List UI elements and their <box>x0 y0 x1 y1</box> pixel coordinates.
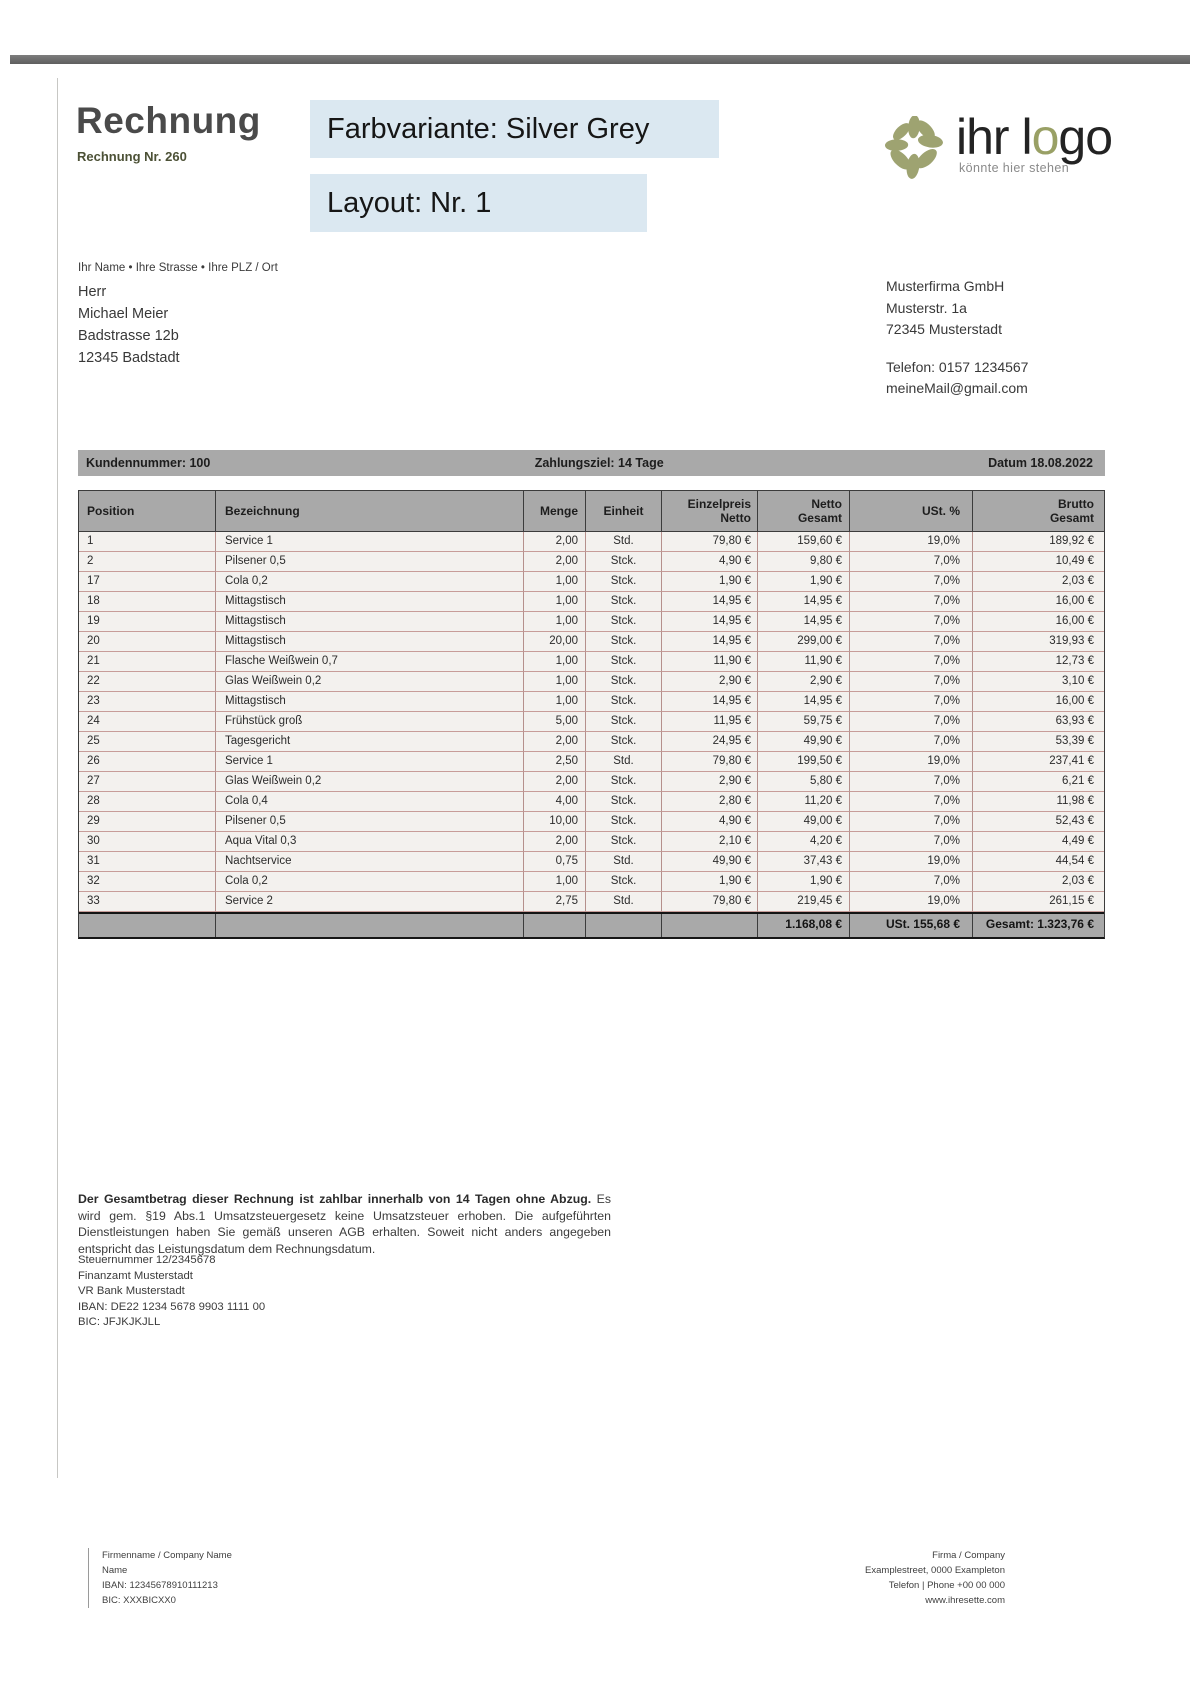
top-divider-bar <box>10 55 1190 64</box>
table-cell: 7,0% <box>850 652 973 672</box>
column-header: Position <box>79 491 216 531</box>
table-cell: 20,00 <box>524 632 586 652</box>
customer-number: Kundennummer: 100 <box>86 456 211 470</box>
table-row <box>79 612 1104 632</box>
table-cell: 27 <box>79 772 216 792</box>
company-line: Musterstr. 1a <box>886 299 967 316</box>
table-cell: 1,90 € <box>758 572 850 592</box>
table-cell: 7,0% <box>850 712 973 732</box>
company-logo <box>884 110 1112 180</box>
table-cell: Flasche Weißwein 0,7 <box>216 652 524 672</box>
footer-company-right <box>865 1548 1005 1608</box>
table-cell: 32 <box>79 872 216 892</box>
table-cell: Glas Weißwein 0,2 <box>216 772 524 792</box>
table-cell: 2,03 € <box>973 572 1104 592</box>
company-phone: Telefon: 0157 1234567 <box>886 358 1029 375</box>
tax-info-line: BIC: JFJKJKJLL <box>78 1316 161 1328</box>
company-address <box>886 276 1028 400</box>
table-header-row <box>79 491 1104 532</box>
logo-accent-letter: o <box>1031 109 1059 165</box>
table-cell: 7,0% <box>850 632 973 652</box>
table-cell: Stck. <box>586 832 662 852</box>
table-cell: 44,54 € <box>973 852 1104 872</box>
sender-reference-line: Ihr Name • Ihre Strasse • Ihre PLZ / Ort <box>78 262 278 274</box>
table-cell: 2,50 <box>524 752 586 772</box>
table-cell: 11,20 € <box>758 792 850 812</box>
table-cell: Stck. <box>586 572 662 592</box>
table-cell: 7,0% <box>850 552 973 572</box>
layout-label: Layout: Nr. 1 <box>327 186 492 219</box>
table-cell: 1,00 <box>524 872 586 892</box>
table-cell: 7,0% <box>850 832 973 852</box>
table-cell: Pilsener 0,5 <box>216 812 524 832</box>
table-cell: 2,03 € <box>973 872 1104 892</box>
table-cell: 2,00 <box>524 732 586 752</box>
logo-text-block <box>956 110 1112 175</box>
table-cell: 7,0% <box>850 592 973 612</box>
payment-notes-bold: Der Gesamtbetrag dieser Rechnung ist zahlbar innerhalb von 14 Tagen ohne Abzug. <box>78 1192 592 1206</box>
netto-total: 1.168,08 € <box>758 914 850 937</box>
empty-cell <box>662 914 758 937</box>
recipient-line: Michael Meier <box>78 306 169 322</box>
table-cell: 16,00 € <box>973 612 1104 632</box>
tax-bank-info <box>78 1253 265 1331</box>
table-cell: 24,95 € <box>662 732 758 752</box>
table-cell: 4,90 € <box>662 552 758 572</box>
table-cell: Service 1 <box>216 532 524 552</box>
table-cell: Std. <box>586 752 662 772</box>
table-cell: 11,98 € <box>973 792 1104 812</box>
table-cell: 7,0% <box>850 792 973 812</box>
table-cell: Glas Weißwein 0,2 <box>216 672 524 692</box>
table-cell: 5,00 <box>524 712 586 732</box>
table-cell: 2,10 € <box>662 832 758 852</box>
table-cell: 219,45 € <box>758 892 850 912</box>
table-cell: 4,20 € <box>758 832 850 852</box>
table-row <box>79 692 1104 712</box>
table-cell: 33 <box>79 892 216 912</box>
table-cell: Stck. <box>586 732 662 752</box>
table-cell: 30 <box>79 832 216 852</box>
table-cell: 5,80 € <box>758 772 850 792</box>
table-cell: 2,00 <box>524 832 586 852</box>
table-cell: 23 <box>79 692 216 712</box>
table-cell: 2,00 <box>524 532 586 552</box>
table-row <box>79 772 1104 792</box>
table-cell: Stck. <box>586 652 662 672</box>
table-cell: 7,0% <box>850 772 973 792</box>
table-cell: 21 <box>79 652 216 672</box>
recipient-address <box>78 281 180 369</box>
table-cell: 14,95 € <box>662 692 758 712</box>
flower-icon <box>884 110 944 180</box>
table-cell: 261,15 € <box>973 892 1104 912</box>
table-cell: 20 <box>79 632 216 652</box>
table-cell: Nachtservice <box>216 852 524 872</box>
table-cell: 19,0% <box>850 532 973 552</box>
table-cell: 26 <box>79 752 216 772</box>
footer-line: www.ihresette.com <box>925 1595 1005 1606</box>
table-row <box>79 792 1104 812</box>
table-cell: 1 <box>79 532 216 552</box>
table-cell: Cola 0,2 <box>216 572 524 592</box>
table-cell: 7,0% <box>850 732 973 752</box>
table-cell: 3,10 € <box>973 672 1104 692</box>
table-cell: Stck. <box>586 872 662 892</box>
table-cell: 16,00 € <box>973 592 1104 612</box>
table-cell: Cola 0,4 <box>216 792 524 812</box>
table-cell: 19,0% <box>850 852 973 872</box>
table-cell: Stck. <box>586 692 662 712</box>
table-cell: 2 <box>79 552 216 572</box>
table-cell: 7,0% <box>850 672 973 692</box>
table-cell: 12,73 € <box>973 652 1104 672</box>
recipient-line: Badstrasse 12b <box>78 328 179 344</box>
table-cell: Stck. <box>586 672 662 692</box>
table-cell: Stck. <box>586 712 662 732</box>
table-cell: 2,90 € <box>662 772 758 792</box>
table-cell: 53,39 € <box>973 732 1104 752</box>
table-cell: 19,0% <box>850 892 973 912</box>
table-cell: 7,0% <box>850 812 973 832</box>
column-header: Bezeichnung <box>216 491 524 531</box>
table-cell: Tagesgericht <box>216 732 524 752</box>
table-row <box>79 632 1104 652</box>
table-cell: 11,95 € <box>662 712 758 732</box>
table-cell: 4,49 € <box>973 832 1104 852</box>
column-header: Einzelpreis Netto <box>662 491 758 531</box>
table-row <box>79 672 1104 692</box>
table-cell: 1,90 € <box>662 872 758 892</box>
table-cell: 9,80 € <box>758 552 850 572</box>
table-cell: 25 <box>79 732 216 752</box>
invoice-info-bar <box>78 450 1105 476</box>
column-header: USt. % <box>850 491 973 531</box>
table-cell: 2,00 <box>524 552 586 572</box>
table-row <box>79 892 1104 912</box>
table-cell: 11,90 € <box>758 652 850 672</box>
layout-banner <box>310 174 647 232</box>
table-row <box>79 552 1104 572</box>
column-header: Menge <box>524 491 586 531</box>
table-cell: 19 <box>79 612 216 632</box>
table-cell: 16,00 € <box>973 692 1104 712</box>
table-cell: Stck. <box>586 792 662 812</box>
table-cell: 18 <box>79 592 216 612</box>
table-cell: 159,60 € <box>758 532 850 552</box>
table-cell: 17 <box>79 572 216 592</box>
table-cell: 22 <box>79 672 216 692</box>
table-cell: Stck. <box>586 812 662 832</box>
table-cell: 59,75 € <box>758 712 850 732</box>
table-row <box>79 592 1104 612</box>
company-line: Musterfirma GmbH <box>886 278 1005 294</box>
table-cell: 7,0% <box>850 572 973 592</box>
tax-info-line: Steuernummer 12/2345678 <box>78 1254 216 1266</box>
table-cell: 52,43 € <box>973 812 1104 832</box>
spacer <box>886 341 1028 357</box>
table-cell: 4,90 € <box>662 812 758 832</box>
tax-info-line: Finanzamt Musterstadt <box>78 1269 193 1282</box>
table-cell: Pilsener 0,5 <box>216 552 524 572</box>
table-row <box>79 812 1104 832</box>
logo-tagline: könnte hier stehen <box>959 161 1070 175</box>
gesamt-total: Gesamt: 1.323,76 € <box>985 917 1094 931</box>
table-cell: 1,00 <box>524 592 586 612</box>
company-email: meineMail@gmail.com <box>886 380 1028 396</box>
left-margin-line <box>57 78 58 1478</box>
table-cell: 1,00 <box>524 612 586 632</box>
table-cell: Mittagstisch <box>216 612 524 632</box>
table-cell: 1,00 <box>524 672 586 692</box>
table-cell: Service 1 <box>216 752 524 772</box>
table-cell: 49,00 € <box>758 812 850 832</box>
items-table <box>78 490 1105 939</box>
payment-notes-regular: Es wird gem. §19 Abs.1 Umsatzsteuergesetz keine Umsatzsteuer erhoben. Die aufgeführten Dienstleistungen haben Sie gemäß unseren AGB erhalten. Soweit nicht anders angegeben entspricht das Leistungsdatum dem Rechnungsdatum. <box>78 1192 611 1256</box>
table-cell: 79,80 € <box>662 892 758 912</box>
table-row <box>79 832 1104 852</box>
color-variant-banner <box>310 100 719 158</box>
color-variant-label: Farbvariante: Silver Grey <box>327 112 650 145</box>
empty-cell <box>524 914 586 937</box>
table-cell: Mittagstisch <box>216 592 524 612</box>
table-cell: 14,95 € <box>758 592 850 612</box>
table-cell: 14,95 € <box>758 612 850 632</box>
table-cell: 63,93 € <box>973 712 1104 732</box>
table-cell: 2,90 € <box>662 672 758 692</box>
table-cell: 28 <box>79 792 216 812</box>
recipient-line: 12345 Badstadt <box>78 350 180 366</box>
footer-line: Firmenname / Company Name <box>102 1550 232 1561</box>
table-row <box>79 732 1104 752</box>
table-cell: 10,00 <box>524 812 586 832</box>
table-cell: 29 <box>79 812 216 832</box>
logo-wordmark: ihr logo <box>956 109 1113 165</box>
table-cell: 199,50 € <box>758 752 850 772</box>
column-header: Netto Gesamt <box>758 491 850 531</box>
payment-notes <box>78 1191 611 1257</box>
table-cell: 2,00 <box>524 772 586 792</box>
table-row <box>79 852 1104 872</box>
table-cell: Cola 0,2 <box>216 872 524 892</box>
table-cell: 1,00 <box>524 572 586 592</box>
table-cell: Service 2 <box>216 892 524 912</box>
table-cell: 237,41 € <box>973 752 1104 772</box>
footer-line: Name <box>102 1565 128 1576</box>
table-cell: 24 <box>79 712 216 732</box>
table-cell: 7,0% <box>850 612 973 632</box>
footer-line: Examplestreet, 0000 Exampleton <box>865 1565 1005 1576</box>
table-cell: 19,0% <box>850 752 973 772</box>
table-cell: Stck. <box>586 772 662 792</box>
table-row <box>79 712 1104 732</box>
table-cell: Mittagstisch <box>216 692 524 712</box>
table-cell: 79,80 € <box>662 752 758 772</box>
table-cell: Stck. <box>586 612 662 632</box>
table-cell: 49,90 € <box>758 732 850 752</box>
table-cell: 14,95 € <box>662 632 758 652</box>
table-cell: 7,0% <box>850 692 973 712</box>
empty-cell <box>216 914 524 937</box>
table-cell: 10,49 € <box>973 552 1104 572</box>
table-cell: 1,90 € <box>758 872 850 892</box>
table-cell: Std. <box>586 852 662 872</box>
table-cell: 1,90 € <box>662 572 758 592</box>
tax-info-line: IBAN: DE22 1234 5678 9903 1111 00 <box>78 1300 266 1313</box>
table-cell: 2,80 € <box>662 792 758 812</box>
table-cell: Aqua Vital 0,3 <box>216 832 524 852</box>
tax-info-line: VR Bank Musterstadt <box>78 1285 185 1297</box>
table-cell: 14,95 € <box>662 612 758 632</box>
table-cell: 1,00 <box>524 652 586 672</box>
table-cell: 0,75 <box>524 852 586 872</box>
table-cell: 6,21 € <box>973 772 1104 792</box>
table-cell: 2,75 <box>524 892 586 912</box>
table-cell: 49,90 € <box>662 852 758 872</box>
table-cell: 319,93 € <box>973 632 1104 652</box>
footer-line: BIC: XXXBICXX0 <box>102 1595 176 1606</box>
table-cell: Stck. <box>586 552 662 572</box>
column-header: Brutto Gesamt <box>1049 497 1094 525</box>
table-cell: 189,92 € <box>973 532 1104 552</box>
table-cell: 1,00 <box>524 692 586 712</box>
page-title: Rechnung <box>76 100 261 141</box>
table-row <box>79 572 1104 592</box>
recipient-line: Herr <box>78 284 107 300</box>
table-cell: 37,43 € <box>758 852 850 872</box>
empty-cell <box>79 914 216 937</box>
table-cell: 11,90 € <box>662 652 758 672</box>
table-row <box>79 652 1104 672</box>
footer-line: Telefon | Phone +00 00 000 <box>888 1580 1005 1591</box>
table-cell: Std. <box>586 532 662 552</box>
table-cell: 4,00 <box>524 792 586 812</box>
company-line: 72345 Musterstadt <box>886 321 1002 337</box>
table-row <box>79 752 1104 772</box>
table-cell: Stck. <box>586 592 662 612</box>
table-row <box>79 872 1104 892</box>
table-totals-row <box>79 912 1104 937</box>
table-cell: 7,0% <box>850 872 973 892</box>
empty-cell <box>586 914 662 937</box>
table-cell: Std. <box>586 892 662 912</box>
column-header: Einheit <box>586 491 662 531</box>
footer-line: Firma / Company <box>932 1550 1005 1561</box>
table-cell: 299,00 € <box>758 632 850 652</box>
payment-terms: Zahlungsziel: 14 Tage <box>534 456 664 470</box>
table-cell: Frühstück groß <box>216 712 524 732</box>
footer-company-left <box>88 1548 232 1608</box>
table-cell: Mittagstisch <box>216 632 524 652</box>
table-cell: Stck. <box>586 632 662 652</box>
table-cell: 14,95 € <box>758 692 850 712</box>
footer-line: IBAN: 12345678910111213 <box>102 1580 218 1591</box>
table-cell: 2,90 € <box>758 672 850 692</box>
table-row <box>79 532 1104 552</box>
invoice-number: Rechnung Nr. 260 <box>77 149 187 164</box>
table-cell: 79,80 € <box>662 532 758 552</box>
ust-total: USt. 155,68 € <box>850 914 973 937</box>
table-cell: 31 <box>79 852 216 872</box>
invoice-date: Datum 18.08.2022 <box>988 456 1093 470</box>
table-cell: 14,95 € <box>662 592 758 612</box>
